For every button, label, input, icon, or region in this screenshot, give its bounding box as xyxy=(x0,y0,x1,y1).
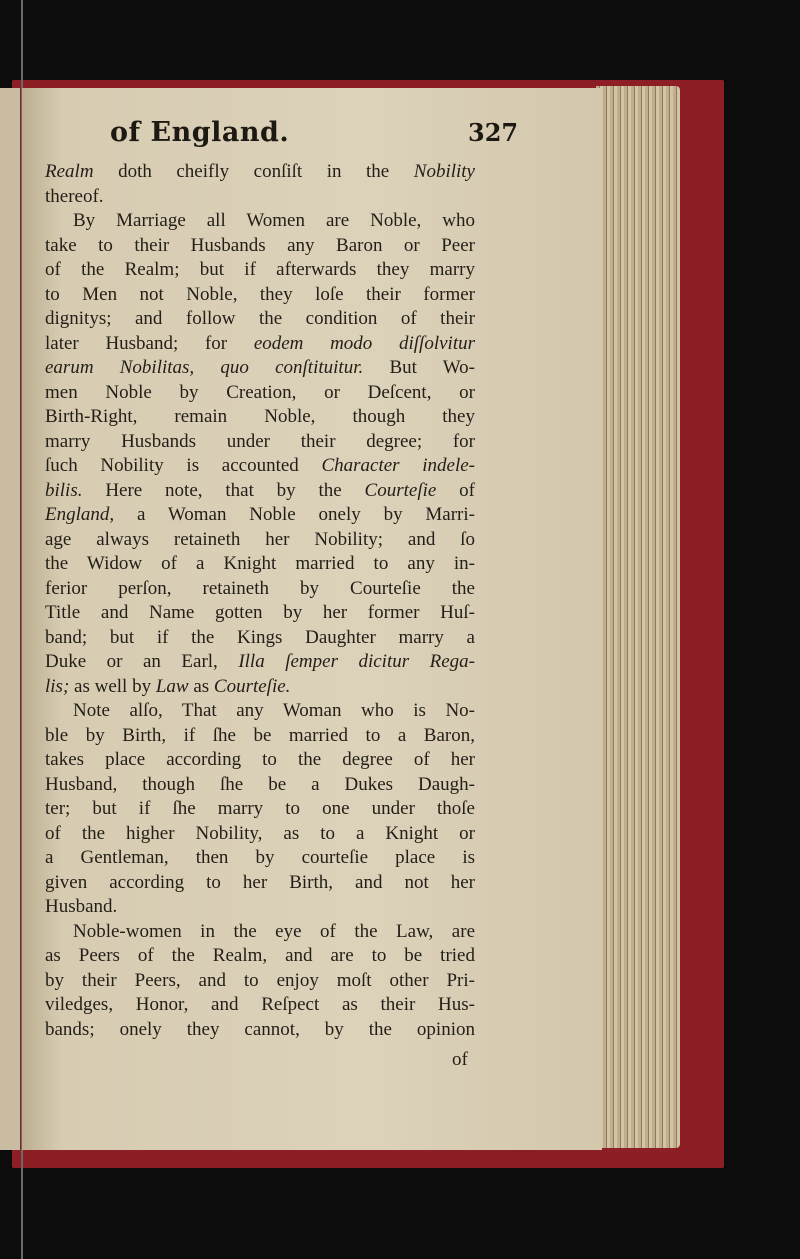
text-line xyxy=(45,454,475,479)
text-segment: Husband, though ſhe be a Dukes Daugh- xyxy=(45,773,475,795)
text-line xyxy=(45,650,475,675)
italic-text: Courteſie xyxy=(364,479,437,501)
text-segment: viledges, Honor, and Reſpect as their Hus- xyxy=(45,994,475,1015)
text-segment: age always retaineth her Nobility; and ſo xyxy=(45,528,475,550)
text-line xyxy=(45,871,475,896)
text-segment: as Peers of the Realm, and are to be tried xyxy=(45,945,475,966)
text-line xyxy=(45,234,475,259)
text-segment: dignitys; and follow the condition of their xyxy=(45,308,475,329)
italic-text: Courteſie. xyxy=(213,675,291,697)
text-segment: Noble-women in the eye of the Law, are xyxy=(73,920,475,942)
text-segment: Husband. xyxy=(45,896,118,917)
text-line xyxy=(45,797,475,822)
text-line xyxy=(45,503,475,528)
text-segment: given according to her Birth, and not her xyxy=(45,871,475,893)
text-segment: But Wo- xyxy=(363,357,475,378)
text-line xyxy=(45,577,475,602)
italic-text: Illa ſemper dicitur Rega- xyxy=(238,651,475,672)
running-title: of England. xyxy=(110,117,290,148)
page-edges xyxy=(596,86,680,1148)
text-segment: the Widow of a Knight married to any in- xyxy=(45,553,475,574)
text-segment: takes place according to the degree of her xyxy=(45,749,475,770)
text-segment: band; but if the Kings Daughter marry a xyxy=(45,626,475,648)
text-segment: ſuch Nobility is accounted xyxy=(45,455,322,476)
text-segment: ble by Birth, if ſhe be married to a Baron, xyxy=(45,724,475,746)
text-line xyxy=(45,356,475,381)
text-segment: Here note, that by the xyxy=(82,479,365,501)
italic-text: lis; xyxy=(45,675,70,697)
text-line xyxy=(45,920,475,945)
text-segment: Title and Name gotten by her former Huſ- xyxy=(45,602,475,623)
text-line xyxy=(45,528,475,553)
text-segment: bands; onely they cannot, by the opinion xyxy=(45,1018,475,1040)
text-line xyxy=(45,895,475,920)
facing-page-edge xyxy=(0,88,20,1150)
italic-text: Nobility xyxy=(413,161,475,182)
text-segment: men Noble by Creation, or Deſcent, or xyxy=(45,381,475,403)
text-segment: Duke or an Earl, xyxy=(45,651,239,672)
italic-text: eodem modo diſſolvitur xyxy=(253,332,476,354)
text-segment: by their Peers, and to enjoy moſt other Pri- xyxy=(45,969,475,991)
text-line xyxy=(45,479,475,504)
text-line xyxy=(45,993,475,1018)
text-line xyxy=(45,1018,475,1043)
text-line xyxy=(45,699,475,724)
text-line xyxy=(45,160,475,185)
text-line xyxy=(45,258,475,283)
text-line xyxy=(45,626,475,651)
text-line xyxy=(45,944,475,969)
text-segment: to Men not Noble, they loſe their former xyxy=(45,283,475,305)
text-line xyxy=(45,185,475,210)
text-segment: take to their Husbands any Baron or Peer xyxy=(45,234,475,256)
text-line xyxy=(45,381,475,406)
body-text xyxy=(45,160,475,1042)
text-line xyxy=(45,969,475,994)
text-segment: as well by xyxy=(69,675,156,697)
text-segment: ter; but if ſhe marry to one under thoſe xyxy=(45,798,475,819)
text-segment: By Marriage all Women are Noble, who xyxy=(73,210,475,231)
catchword: of xyxy=(452,1049,468,1070)
italic-text: England, xyxy=(45,504,115,525)
text-line xyxy=(45,846,475,871)
text-segment: thereof. xyxy=(45,185,104,207)
text-line xyxy=(45,405,475,430)
text-line xyxy=(45,675,475,700)
text-segment: marry Husbands under their degree; for xyxy=(45,430,475,452)
text-segment: a Gentleman, then by courteſie place is xyxy=(45,847,475,868)
text-line xyxy=(45,748,475,773)
text-segment: Birth-Right, remain Noble, though they xyxy=(45,406,475,427)
text-segment: doth cheifly conſiſt in the xyxy=(93,161,414,182)
text-segment: later Husband; for xyxy=(45,332,254,354)
text-line xyxy=(45,552,475,577)
text-segment: of xyxy=(436,479,475,501)
text-segment: a Woman Noble onely by Marri- xyxy=(114,504,475,525)
italic-text: Realm xyxy=(45,161,94,182)
text-line xyxy=(45,601,475,626)
text-segment: ferior perſon, retaineth by Courteſie the xyxy=(45,577,475,599)
page-number: 327 xyxy=(468,118,519,147)
text-segment: of the Realm; but if afterwards they marry xyxy=(45,259,475,280)
text-line xyxy=(45,209,475,234)
text-line xyxy=(45,773,475,798)
italic-text: earum Nobilitas, quo conſtituitur. xyxy=(45,357,364,378)
text-line xyxy=(45,332,475,357)
text-segment: as xyxy=(188,675,214,697)
text-line xyxy=(45,724,475,749)
text-segment: of the higher Nobility, as to a Knight or xyxy=(45,822,475,844)
text-segment: Note alſo, That any Woman who is No- xyxy=(73,700,475,721)
italic-text: Law xyxy=(155,675,189,697)
text-line xyxy=(45,430,475,455)
text-line xyxy=(45,822,475,847)
italic-text: bilis. xyxy=(45,479,83,501)
text-line xyxy=(45,283,475,308)
italic-text: Character indele- xyxy=(321,455,476,476)
text-line xyxy=(45,307,475,332)
